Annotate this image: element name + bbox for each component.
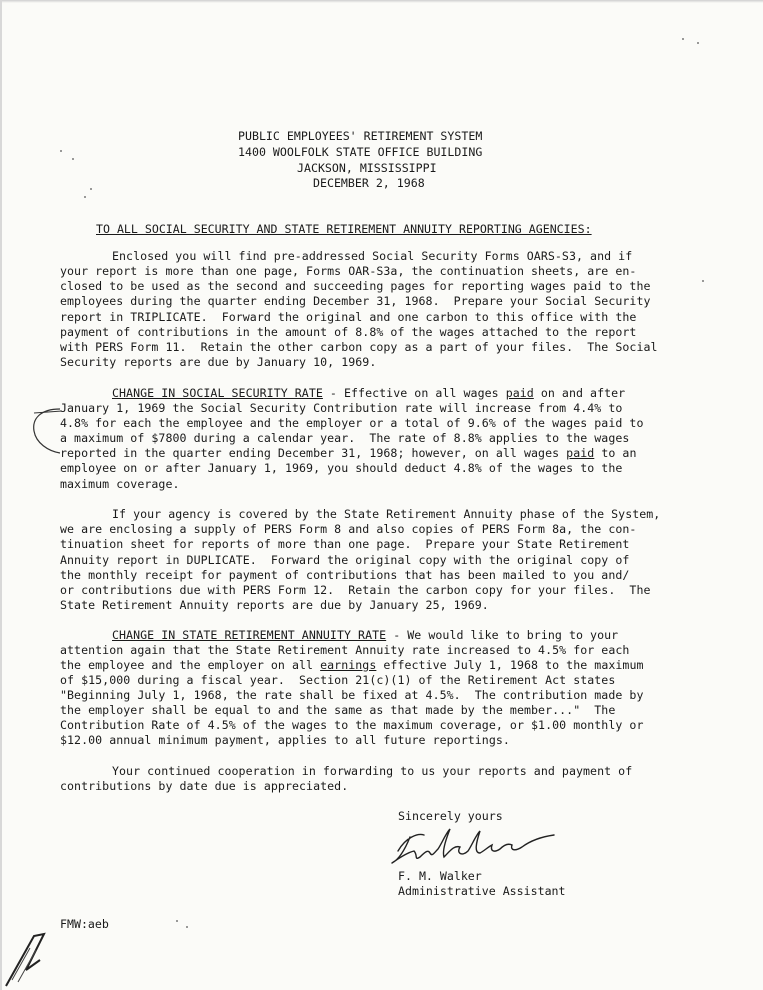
text-line: employees during the quarter ending December 31, 1968. Prepare your Social Security — [60, 294, 651, 308]
text-line: State Retirement Annuity reports are due by January 25, 1969. — [60, 598, 489, 612]
reference-initials: FMW:aeb — [60, 917, 109, 931]
text-line: If your agency is covered by the State Retirement Annuity phase of the System, — [112, 507, 661, 521]
scan-speck — [702, 280, 704, 282]
section-heading: CHANGE IN SOCIAL SECURITY RATE — [112, 386, 323, 400]
text-line: report in TRIPLICATE. Forward the original and one carbon to this office with the — [60, 310, 637, 324]
text-line — [112, 628, 618, 642]
salutation: TO ALL SOCIAL SECURITY AND STATE RETIREMENT ANNUITY REPORTING AGENCIES: — [96, 222, 592, 236]
underlined-word: paid — [505, 386, 534, 400]
handwritten-signature — [384, 823, 564, 875]
text-span: - Effective on all wages — [322, 386, 506, 400]
scan-speck — [60, 150, 62, 152]
text-line: Security reports are due by January 10, 1969. — [60, 355, 377, 369]
text-line: with PERS Form 11. Retain the other carbon copy as a part of your files. The Social — [60, 340, 658, 354]
text-span: the employee and the employer on all — [60, 658, 321, 672]
text-line: $12.00 annual minimum payment, applies to all future reportings. — [60, 733, 510, 747]
section-heading: CHANGE IN STATE RETIREMENT ANNUITY RATE — [112, 628, 387, 642]
scan-edge-left — [0, 0, 2, 990]
text-line: tinuation sheet for reports of more than one page. Prepare your State Retirement — [60, 537, 630, 551]
text-line: Contribution Rate of 4.5% of the wages to the maximum coverage, or $1.00 monthly or — [60, 718, 644, 732]
signatory-name: F. M. Walker — [398, 869, 482, 883]
text-span: effective July 1, 1968 to the maximum — [376, 658, 644, 672]
text-line — [60, 446, 636, 460]
text-line: Annuity report in DUPLICATE. Forward the original copy with the original copy of — [60, 553, 630, 567]
text-line: employee on or after January 1, 1969, you should deduct 4.8% of the wages to the — [60, 461, 623, 475]
scan-speck — [176, 920, 178, 922]
text-span: - We would like to bring to your — [386, 628, 619, 642]
text-line — [112, 386, 625, 400]
text-span: to an — [594, 446, 637, 460]
text-line: Your continued cooperation in forwarding to us your reports and payment of — [112, 764, 633, 778]
text-line: "Beginning July 1, 1968, the rate shall be fixed at 4.5%. The contribution made by — [60, 688, 644, 702]
text-line: your report is more than one page, Forms OAR-S3a, the continuation sheets, are en- — [60, 264, 637, 278]
text-line: closed to be used as the second and succeeding pages for reporting wages paid to the — [60, 279, 651, 293]
text-line: of $15,000 during a fiscal year. Section 21(c)(1) of the Retirement Act states — [60, 673, 616, 687]
text-line: we are enclosing a supply of PERS Form 8 and also copies of PERS Form 8a, the con- — [60, 522, 637, 536]
signatory-title: Administrative Assistant — [398, 884, 566, 898]
scan-speck — [72, 158, 74, 160]
text-line: payment of contributions in the amount of 8.8% of the wages attached to the report — [60, 325, 637, 339]
underlined-word: earnings — [320, 658, 377, 672]
letter-date: DECEMBER 2, 1968 — [313, 176, 425, 190]
corner-scan-mark — [4, 930, 50, 988]
text-line: a maximum of $7800 during a calendar year. The rate of 8.8% applies to the wages — [60, 431, 630, 445]
text-line: or contributions due with PERS Form 12. Retain the carbon copy for your files. The — [60, 583, 651, 597]
letterhead-org: PUBLIC EMPLOYEES' RETIREMENT SYSTEM — [238, 129, 483, 143]
scan-edge-top — [0, 0, 763, 3]
text-line: 4.8% for each the employee and the employer or a total of 9.6% of the wages paid to — [60, 416, 644, 430]
text-line: maximum coverage. — [60, 477, 180, 491]
text-line — [60, 658, 644, 672]
text-line: attention again that the State Retirement Annuity rate increased to 4.5% for each — [60, 643, 630, 657]
letterhead-city: JACKSON, MISSISSIPPI — [297, 161, 437, 175]
scan-speck — [697, 42, 699, 44]
scan-speck — [90, 188, 92, 190]
text-span: reported in the quarter ending December 31, 1968; however, on all wages — [60, 446, 567, 460]
scan-speck — [682, 38, 684, 40]
text-line: Enclosed you will find pre-addressed Social Security Forms OARS-S3, and if — [112, 249, 633, 263]
text-line: contributions by date due is appreciated. — [60, 779, 349, 793]
complimentary-close: Sincerely yours — [398, 809, 503, 823]
underlined-word: paid — [566, 446, 595, 460]
text-line: January 1, 1969 the Social Security Contribution rate will increase from 4.4% to — [60, 401, 623, 415]
handwritten-bracket-mark — [30, 405, 70, 457]
text-span: on and after — [533, 386, 626, 400]
scan-speck — [84, 196, 86, 198]
scan-speck — [186, 926, 188, 928]
text-line: the employer shall be equal to and the same as that made by the member..." The — [60, 703, 616, 717]
letterhead-address: 1400 WOOLFOLK STATE OFFICE BUILDING — [238, 145, 483, 159]
text-line: the monthly receipt for payment of contributions that has been mailed to you and/ — [60, 568, 630, 582]
